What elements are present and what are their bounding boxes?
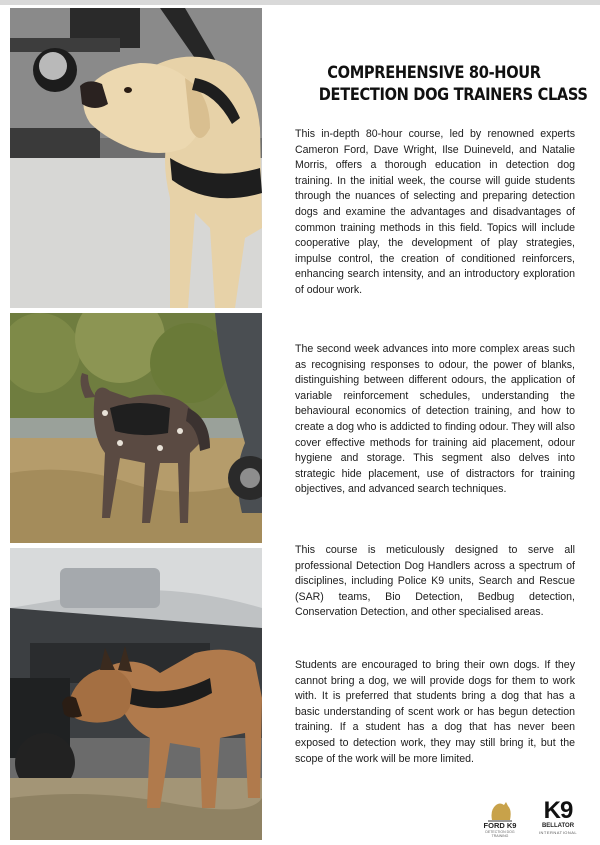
dogs-paragraph: Students are encouraged to bring their own dogs. If they cannot bring a dog, we will provide dogs for them to work with. It is preferred that students bring a dog that has a basic understanding of scent work or has begun detection training. If a student has a dog that has never been exposed to detection work, they may still bring it, but the scope of the work will be more limited. [295, 659, 575, 765]
malinois-dog-photo [10, 548, 262, 840]
course-intro-paragraph: This in-depth 80-hour course, led by renowned experts Cameron Ford, Dave Wright, Ilse Duineveld, and Natalie Morris, offers a thorough education in detection dog training. In the initial week, the course will guide students through the nuances of selecting and preparing detection dogs and examine the advantages and disadvantages of common training methods in this field. Topics will include cooperative play, the development of play strategies, impulse control, the creation of conditioned reinforcers, enhancing search intensity, and an introductory exploration of odour work. [295, 128, 575, 296]
top-bar [0, 0, 600, 5]
ford-k9-name: FORD K9 [483, 821, 517, 830]
title-line-1: COMPREHENSIVE 80-HOUR [327, 63, 541, 83]
ford-k9-tagline: DETECTION DOG TRAINING [485, 830, 515, 838]
labrador-dog-photo [10, 8, 262, 308]
k9-mark: K9 [543, 797, 573, 824]
pointer-dog-photo [10, 313, 262, 543]
k9-sub: INTERNATIONAL [538, 830, 578, 835]
dog-head-icon [478, 800, 522, 822]
audience-paragraph: This course is meticulously designed to serve all professional Detection Dog Handlers across a spectrum of disciplines, including Police K9 units, Search and Rescue (SAR) teams, Bio Detection, Bedbug detection, Conservation Detection, and other specialised areas. [295, 544, 575, 619]
second-week-paragraph: The second week advances into more complex areas such as recognising responses to odour, the power of blanks, distinguishing between different odours, the application of variable reinforcement schedules, understanding the behavioural economics of detection training, and how to create a dog who is addicted to finding odour. They will also cover effective methods for training aid placement, odour hygiene and storage. This segment also delves into strategic hide placement, use of distractors for training objectives, and advanced search techniques. [295, 343, 575, 496]
title-line-2: DETECTION DOG TRAINERS CLASS [318, 85, 588, 105]
k9-name: BELLATOR [541, 823, 575, 829]
ford-k9-logo [478, 800, 522, 840]
k9-bellator-logo [538, 799, 578, 841]
page-title [318, 62, 588, 106]
